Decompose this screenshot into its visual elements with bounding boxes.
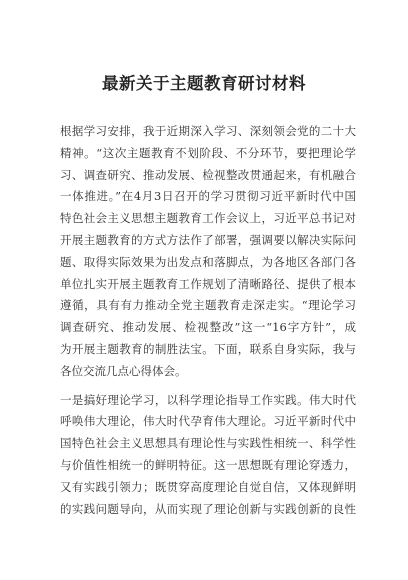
text-line: 一体推进。”在4月3日召开的学习贯彻习近平新时代中国 [60,189,356,204]
text-line: 根据学习安排，我于近期深入学习、深刻领会党的二十大 [60,124,356,138]
text-line: 习、调查研究、推动发展、检视整改贯通起来，有机融合 [60,167,356,182]
paragraph-gap [60,383,356,390]
text-line: 又有实践引领力；既贯穿高度理论自觉自信，又体现鲜明 [60,479,356,494]
text-line: 题、取得实际效果为出发点和落脚点，为各地区各部门各 [60,254,356,269]
text-line: 开展主题教育的方式方法作了部署，强调要以解决实际问 [60,232,356,247]
text-line: 一是搞好理论学习，以科学理论指导工作实践。伟大时代 [60,392,356,407]
text-line: 各位交流几点心得体会。 [60,363,187,378]
paragraph-1 [60,121,356,383]
text-line: 国特色社会主义思想具有理论性与实践性相统一、科学性 [60,436,356,451]
paragraph-2 [60,390,356,521]
text-line: 的实践问题导向，从而实现了理论创新与实践创新的良性 [60,501,356,516]
text-line: 特色社会主义思想主题教育工作会议上，习近平总书记对 [60,211,356,226]
text-line: 精神。“这次主题教育不划阶段、不分环节，要把理论学 [60,145,356,160]
document-title: 最新关于主题教育研讨材料 [102,74,306,93]
text-line: 遵循，具有有力推动全党主题教育走深走实。“理论学习 [60,298,356,313]
text-line: 为开展主题教育的制胜法宝。下面，联系自身实际，我与 [60,341,356,356]
text-line: 调查研究、推动发展、检视整改”这一“16字方针”，成 [60,320,356,335]
text-line: 与价值性相统一的鲜明特征。这一思想既有理论穿透力， [60,457,356,472]
text-line: 单位扎实开展主题教育工作规划了清晰路径、提供了根本 [60,276,356,291]
text-line: 呼唤伟大理论，伟大时代孕育伟大理论。习近平新时代中 [60,414,356,429]
document-body [60,121,356,520]
